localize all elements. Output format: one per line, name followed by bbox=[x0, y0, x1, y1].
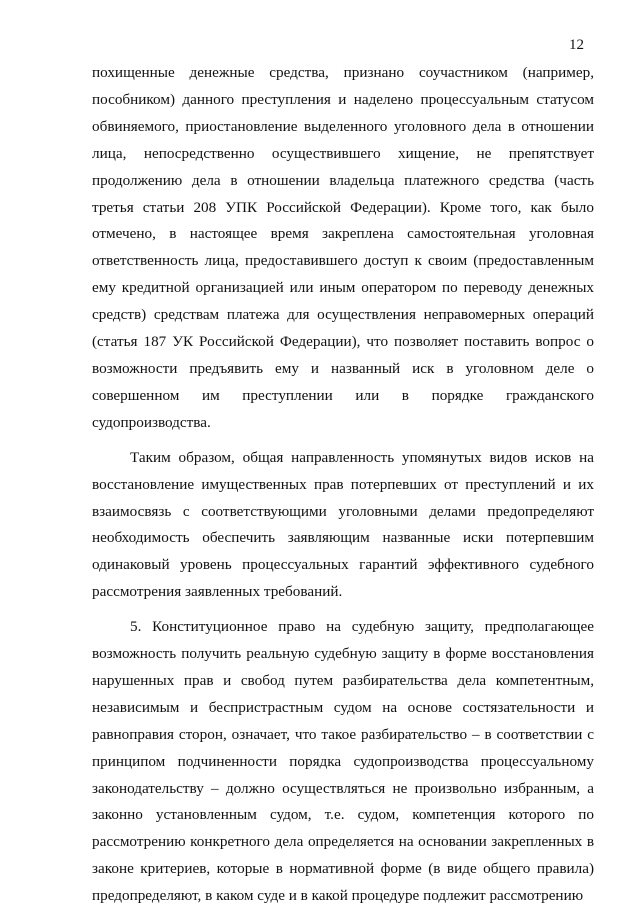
paragraph-section-5: 5. Конституционное право на судебную защиту, предполагающее возможность получить реальную судебную защиту в форме восстановления нарушенных прав и свобод путем разбирательства дела компетентным, независимым и беспристрастным судом на основе состязательности и равноправия сторон, означает, что такое разбирательство – в соответствии с принципом подчиненности порядка судопроизводства процессуальному законодательству – должно осуществляться не произвольно избранным, а законно установленным судом, т.е. судом, компетенция которого по рассмотрению конкретного дела определяется на основании закрепленных в законе критериев, которые в нормативной форме (в виде общего правила) предопределяют, в каком суде и в какой процедуре подлежит рассмотрению bbox=[92, 618, 594, 905]
document-body bbox=[92, 60, 594, 910]
paragraph-continuation: похищенные денежные средства, признано соучастником (например, пособником) данного преступления и наделено процессуальным статусом обвиняемого, приостановление выделенного уголовного дела в отношении лица, непосредственно осуществившего хищение, не препятствует продолжению дела в отношении владельца платежного средства (часть третья статьи 208 УПК Российской Федерации). Кроме того, как было отмечено, в настоящее время закреплена самостоятельная уголовная ответственность лица, предоставившего доступ к своим (предоставленным ему кредитной организацией или иным оператором по переводу денежных средств) средствам платежа для осуществления неправомерных операций (статья 187 УК Российской Федерации), что позволяет поставить вопрос о возможности предъявить ему и названный иск в уголовном деле о совершенном им преступлении или в порядке гражданского судопроизводства. bbox=[92, 64, 594, 431]
page-number: 12 bbox=[569, 37, 584, 53]
paragraph-conclusion: Таким образом, общая направленность упомянутых видов исков на восстановление имущественных прав потерпевших от преступлений и их взаимосвязь с соответствующими уголовными делами предопределяют необходимость обеспечить заявляющим названные иски потерпевшим одинаковый уровень процессуальных гарантий эффективного судебного рассмотрения заявленных требований. bbox=[92, 448, 594, 601]
